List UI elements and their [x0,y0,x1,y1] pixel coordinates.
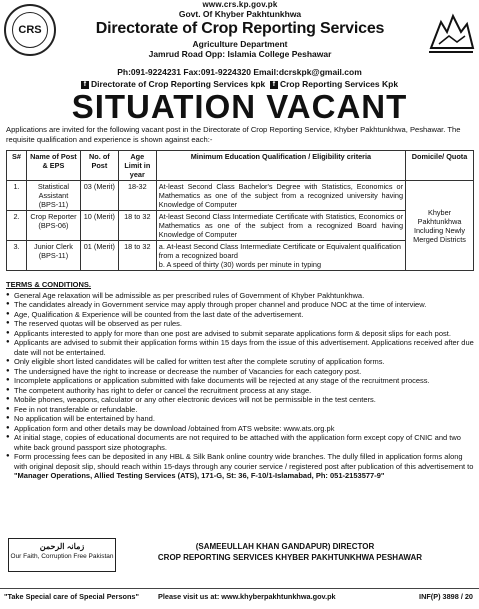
criteria-b: b. A speed of thirty (30) words per minute in typing [158,260,322,269]
letterhead-center [60,0,420,59]
list-item: ● Mobile phones, weapons, calculator or any other electronic devices will not be permissible in the test centers. [6,395,474,405]
cell-count: 03 (Merit) [80,181,118,211]
footer-website: Please visit us at: www.khyberpakhtunkhwa.gov.pk [158,592,336,601]
table-row [7,241,474,271]
website-url: www.crs.kp.gov.pk [202,0,278,9]
cell-criteria: At-least Second Class Intermediate Certificate with Statistics, Economics or Mathematics as one of the subject from a recognized Board having Knowledge of Computer [156,211,405,241]
list-item: ● Incomplete applications or application submitted with fake documents will be rejected at any stage of the recruitment process. [6,376,474,386]
list-item: ● Fee in not transferable or refundable. [6,405,474,415]
list-item: ● Applicants are advised to submit their application forms within 15 days from the issue of this advertisement. Applications received after due date will not be entertained. [6,338,474,357]
cell-domicile: Khyber Pakhtunkhwa Including Newly Merged Districts [406,181,474,271]
table-row [7,211,474,241]
cell-post: Junior Clerk (BPS-11) [26,241,80,271]
vacancy-table [6,150,474,271]
kp-emblem-icon [427,8,475,54]
footer-bar [0,588,479,602]
contact-info: Ph:091-9224231 Fax:091-9224320 Email:dcrskpk@gmail.com [117,67,362,77]
list-item: ● Only eligible short listed candidates will be called for written test after the complete scrutiny of application forms. [6,357,474,367]
stamp-urdu-text: زمانہ الرحمن [39,542,85,551]
table-header-row [7,151,474,181]
list-item: ● General Age relaxation will be admissible as per prescribed rules of Government of Khyber Pakhtunkhwa. [6,291,474,301]
cell-count: 10 (Merit) [80,211,118,241]
list-item: ● No application will be entertained by hand. [6,414,474,424]
list-item: ● Age, Qualification & Experience will be counted from the last date of the advertisement. [6,310,474,320]
header-post: Name of Post & EPS [26,151,80,181]
cell-sn: 1. [7,181,27,211]
signatory-name: (SAMEEULLAH KHAN GANDAPUR) DIRECTOR [195,542,375,551]
cell-age: 18 to 32 [118,211,156,241]
footer-slogan: "Take Special care of Special Persons" [4,592,139,601]
cell-age: 18 to 32 [118,241,156,271]
header-count: No. of Post [80,151,118,181]
advert-title: SITUATION VACANT [71,88,408,125]
footer-ref: INF(P) 3898 / 20 [419,592,473,601]
list-item: ● Application form and other details may be download /obtained from ATS website: www.ats.org.pk [6,424,474,434]
govt-name: Govt. Of Khyber Pakhtunkhwa [178,9,302,19]
cell-post: Crop Reporter (BPS-06) [26,211,80,241]
terms-heading: TERMS & CONDITIONS. [6,280,92,289]
ats-address: "Manager Operations, Allied Testing Services (ATS), 171-G, St: 36, F-10/1-Islamabad, Ph: 051-2153577-9" [14,471,385,480]
facebook-page-2: Crop Reporting Services Kpk [279,79,399,89]
cell-sn: 3. [7,241,27,271]
list-item: ● The candidates already in Government service may apply through proper channel and produce NOC at the time of interview. [6,300,474,310]
cell-count: 01 (Merit) [80,241,118,271]
cell-post: Statistical Assistant (BPS-11) [26,181,80,211]
stamp-tagline: Our Faith, Corruption Free Pakistan [10,553,114,560]
cell-criteria [156,241,405,271]
facebook-icon: f [270,81,278,89]
terms-list [6,291,474,481]
list-item: ● At initial stage, copies of educational documents are not required to be attached with the application form except copy of CNIC and two white back ground passport size photographs. [6,433,474,452]
header-domicile: Domicile/ Quota [406,151,474,181]
anti-corruption-stamp [8,538,116,572]
header-criteria: Minimum Education Qualification / Eligibility criteria [156,151,405,181]
crs-logo [4,4,56,56]
cell-age: 18-32 [118,181,156,211]
table-row [7,181,474,211]
criteria-a: a. At-least Second Class Intermediate Certificate or Equivalent qualification from a recognized board [158,242,401,260]
list-item: ● The undersigned have the right to increase or decrease the number of Vacancies for each category post. [6,367,474,377]
fees-text: Form processing fees can be deposited in any HBL & Silk Bank online country wide branches. The dully filled in application forms along with original deposit slip, should reach within 15-days through any courier service / registered post after publication of this advertisement to [14,452,474,471]
cell-criteria: At-least Second Class Bachelor's Degree with Statistics, Economics or Mathematics as one of the subject from a recognized university having Knowledge of Computer [156,181,405,211]
crs-logo-text: CRS [12,12,48,48]
list-item: ● The competent authority has right to defer or cancel the recruitment process at any stage. [6,386,474,396]
facebook-page-1: Directorate of Crop Reporting Services kpk [90,79,266,89]
office-address: Jamrud Road Opp: Islamia College Peshawar [148,49,332,59]
signatory-title: CROP REPORTING SERVICES KHYBER PAKHTUNKHWA PESHAWAR [157,553,423,562]
directorate-title: Directorate of Crop Reporting Services [95,20,385,37]
department-name: Agriculture Department [192,39,288,49]
cell-sn: 2. [7,211,27,241]
list-item: ● Applicants interested to apply for more than one post are advised to submit separate applications form & deposit slips for each post. [6,329,474,339]
intro-paragraph: Applications are invited for the following vacant post in the Directorate of Crop Reporting Service, Khyber Pakhtunkhwa, Peshawar. The requisite qualification and experience is shown against each:- [6,125,461,144]
list-item [6,452,474,481]
facebook-icon: f [81,81,89,89]
terms-section [6,280,474,481]
list-item: ● The reserved quotas will be observed as per rules. [6,319,474,329]
header-age: Age Limit in year [118,151,156,181]
header-sn: S# [7,151,27,181]
